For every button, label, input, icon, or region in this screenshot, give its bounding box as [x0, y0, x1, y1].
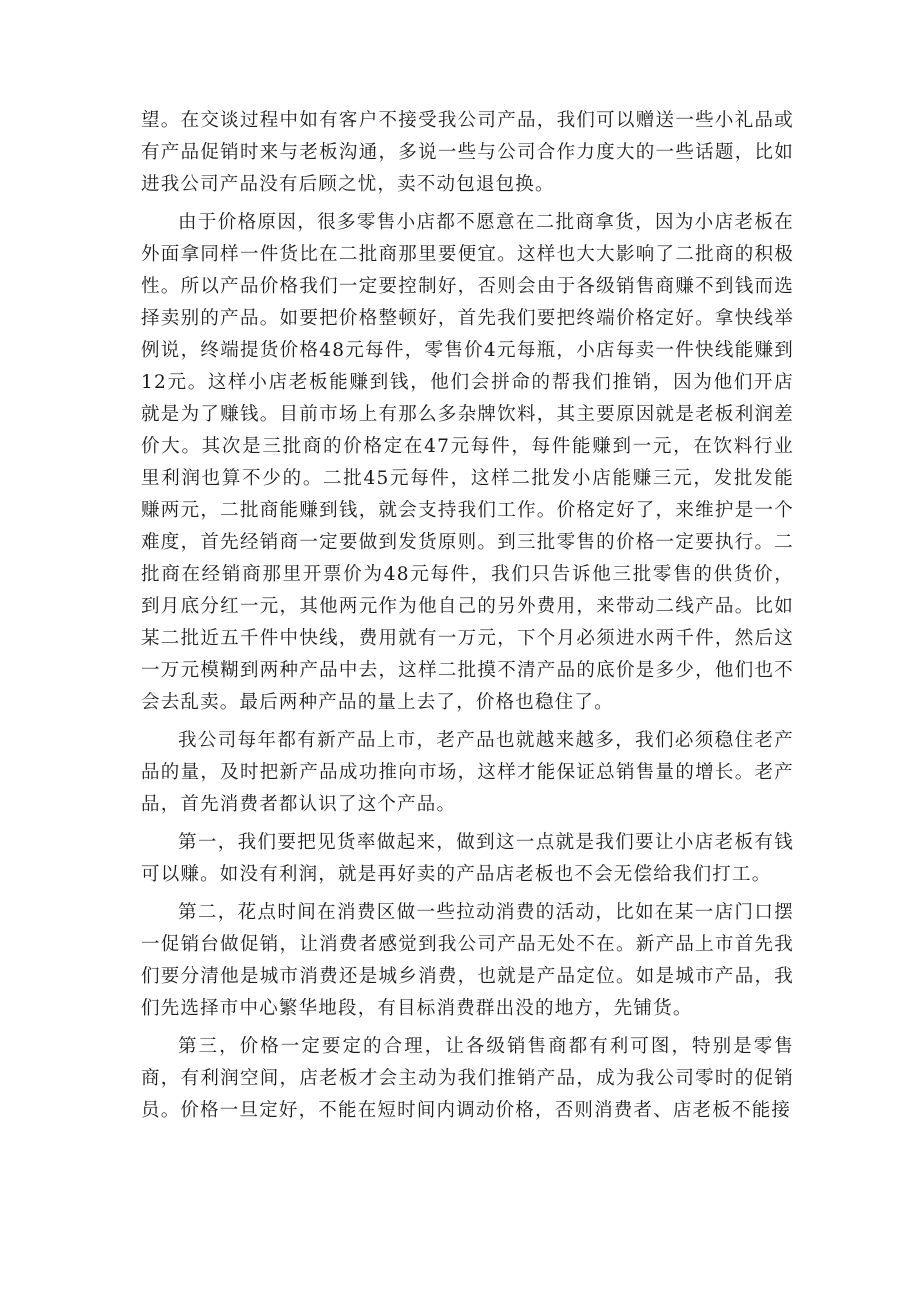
paragraph-3: 我公司每年都有新产品上市，老产品也就越来越多，我们必须稳住老产品的量，及时把新产品成功推向市场，这样才能保证总销售量的增长。老产品，首先消费者都认识了这个产品。: [141, 730, 794, 815]
document-body: [141, 105, 794, 1127]
paragraph-1: 望。在交谈过程中如有客户不接受我公司产品，我们可以赠送一些小礼品或有产品促销时来与老板沟通，多说一些与公司合作力度大的一些话题，比如进我公司产品没有后顾之忧，卖不动包退包换。: [141, 110, 794, 195]
paragraph-6: 第三，价格一定要定的合理，让各级销售商都有利可图，特别是零售商，有利润空间，店老板才会主动为我们推销产品，成为我公司零时的促销员。价格一旦定好，不能在短时间内调动价格，否则消费者、店老板不能接: [141, 1036, 794, 1121]
paragraph-4: 第一，我们要把见货率做起来，做到这一点就是我们要让小店老板有钱可以赚。如没有利润，就是再好卖的产品店老板也不会无偿给我们打工。: [141, 832, 794, 885]
paragraph-2: 由于价格原因，很多零售小店都不愿意在二批商拿货，因为小店老板在外面拿同样一件货比在二批商那里要便宜。这样也大大影响了二批商的积极性。所以产品价格我们一定要控制好，否则会由于各级销售商赚不到钱而选择卖别的产品。如要把价格整顿好，首先我们要把终端价格定好。拿快线举例说，终端提货价格48元每件，零售价4元每瓶，小店每卖一件快线能赚到12元。这样小店老板能赚到钱，他们会拼命的帮我们推销，因为他们开店就是为了赚钱。目前市场上有那么多杂牌饮料，其主要原因就是老板利润差价大。其次是三批商的价格定在47元每件，每件能赚到一元，在饮料行业里利润也算不少的。二批45元每件，这样二批发小店能赚三元，发批发能赚两元，二批商能赚到钱，就会支持我们工作。价格定好了，来维护是一个难度，首先经销商一定要做到发货原则。到三批零售的价格一定要执行。二批商在经销商那里开票价为48元每件，我们只告诉他三批零售的供货价，到月底分红一元，其他两元作为他自己的另外费用，来带动二线产品。比如某二批近五千件中快线，费用就有一万元，下个月必须进水两千件，然后这一万元模糊到两种产品中去，这样二批摸不清产品的底价是多少，他们也不会去乱卖。最后两种产品的量上去了，价格也稳住了。: [141, 212, 794, 713]
paragraph-5: 第二，花点时间在消费区做一些拉动消费的活动，比如在某一店门口摆一促销台做促销，让消费者感觉到我公司产品无处不在。新产品上市首先我们要分清他是城市消费还是城乡消费，也就是产品定位。如是城市产品，我们先选择市中心繁华地段，有目标消费群出没的地方，先铺货。: [141, 902, 794, 1019]
